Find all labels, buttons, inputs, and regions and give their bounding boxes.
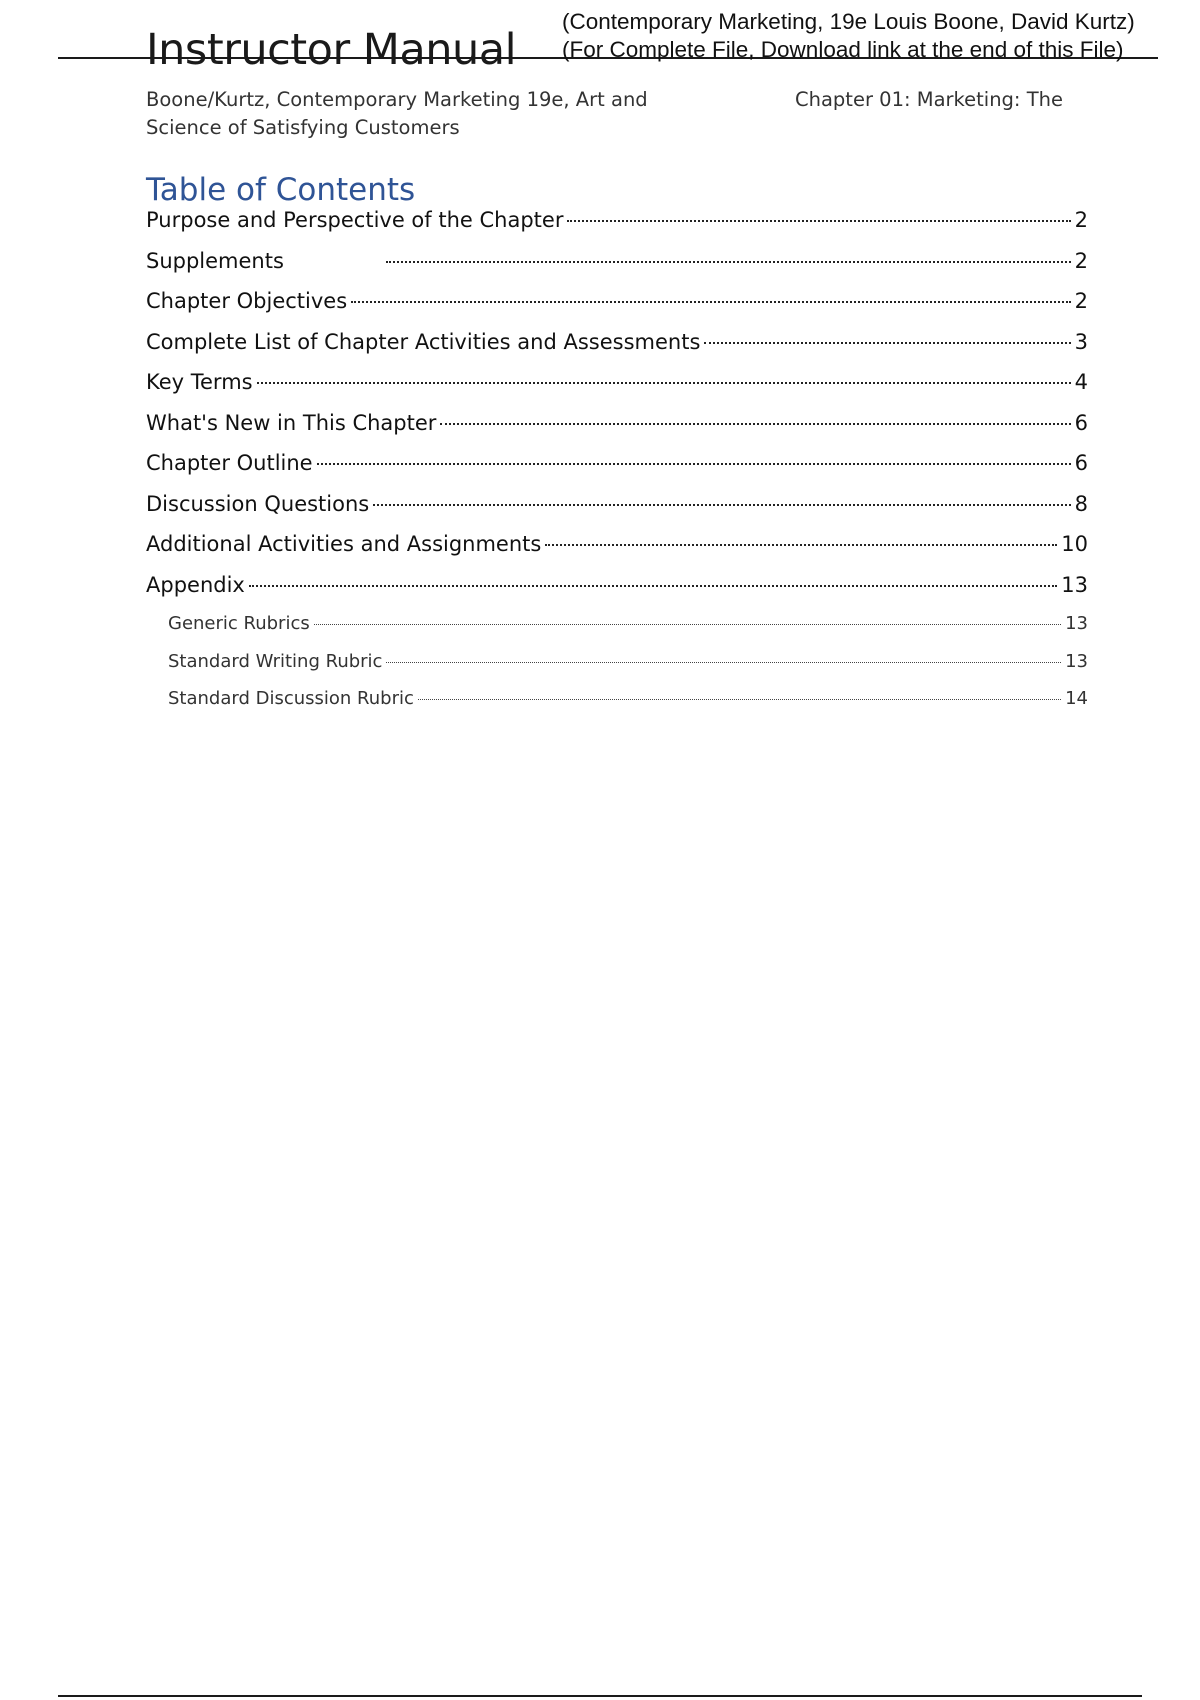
toc-entry-page: 13 bbox=[1061, 572, 1088, 597]
toc-dot-leader bbox=[373, 504, 1070, 506]
toc-entry-page: 13 bbox=[1065, 650, 1088, 672]
toc-heading: Table of Contents bbox=[146, 172, 416, 208]
source-note bbox=[562, 8, 1135, 64]
toc-entry-page: 6 bbox=[1074, 451, 1088, 475]
source-note-line-2: (For Complete File, Download link at the end of this File) bbox=[562, 37, 1124, 62]
toc-entry-objectives[interactable] bbox=[146, 289, 1088, 330]
toc-entry-outline[interactable] bbox=[146, 451, 1088, 492]
toc-entry-label: Standard Discussion Rubric bbox=[168, 688, 414, 709]
running-header-right: Chapter 01: Marketing: The bbox=[795, 88, 1063, 111]
toc-entry-page: 6 bbox=[1074, 410, 1088, 435]
toc-entry-key-terms[interactable] bbox=[146, 370, 1088, 411]
toc-entry-page: 3 bbox=[1074, 329, 1088, 354]
toc-entry-activities[interactable] bbox=[146, 330, 1088, 371]
toc-entry-page: 2 bbox=[1074, 248, 1088, 273]
toc-dot-leader bbox=[351, 301, 1070, 303]
source-note-line-1: (Contemporary Marketing, 19e Louis Boone, David Kurtz) bbox=[562, 9, 1135, 34]
toc-list bbox=[146, 208, 1088, 726]
toc-entry-label: Additional Activities and Assignments bbox=[146, 532, 542, 556]
toc-entry-label: Appendix bbox=[146, 572, 245, 597]
toc-entry-page: 2 bbox=[1074, 289, 1088, 313]
toc-entry-label: Purpose and Perspective of the Chapter bbox=[146, 208, 564, 232]
toc-entry-label: What's New in This Chapter bbox=[146, 410, 437, 435]
toc-entry-label: Chapter Outline bbox=[146, 451, 313, 475]
running-header-left: Boone/Kurtz, Contemporary Marketing 19e, Art and Science of Satisfying Customers bbox=[146, 88, 648, 139]
toc-entry-generic-rubrics[interactable] bbox=[168, 613, 1088, 651]
footer-rule bbox=[58, 1695, 1142, 1697]
toc-dot-leader bbox=[440, 423, 1070, 425]
toc-dot-leader bbox=[545, 544, 1057, 546]
toc-entry-writing-rubric[interactable] bbox=[168, 651, 1088, 689]
toc-entry-label: Key Terms bbox=[146, 370, 253, 394]
toc-entry-supplements[interactable] bbox=[146, 249, 1088, 290]
toc-dot-leader bbox=[314, 624, 1061, 625]
toc-dot-leader bbox=[257, 382, 1071, 384]
toc-entry-label: Chapter Objectives bbox=[146, 289, 348, 313]
toc-entry-label: Supplements bbox=[146, 248, 284, 273]
toc-entry-discussion-rubric[interactable] bbox=[168, 688, 1088, 726]
toc-entry-purpose[interactable] bbox=[146, 208, 1088, 249]
toc-dot-leader bbox=[386, 261, 1071, 263]
toc-entry-page: 4 bbox=[1074, 370, 1088, 394]
toc-entry-page: 13 bbox=[1065, 613, 1088, 634]
toc-entry-label: Generic Rubrics bbox=[168, 613, 310, 634]
toc-entry-page: 14 bbox=[1065, 688, 1088, 709]
toc-entry-whats-new[interactable] bbox=[146, 411, 1088, 452]
toc-dot-leader bbox=[386, 662, 1061, 663]
toc-entry-label: Discussion Questions bbox=[146, 491, 370, 516]
toc-dot-leader bbox=[418, 699, 1061, 700]
toc-entry-page: 10 bbox=[1061, 532, 1088, 556]
toc-entry-label: Complete List of Chapter Activities and Assessments bbox=[146, 329, 701, 354]
toc-entry-page: 8 bbox=[1074, 491, 1088, 516]
toc-dot-leader bbox=[704, 342, 1070, 344]
document-title: Instructor Manual bbox=[146, 25, 517, 75]
toc-entry-page: 2 bbox=[1074, 208, 1088, 232]
toc-dot-leader bbox=[567, 220, 1070, 222]
toc-entry-additional[interactable] bbox=[146, 532, 1088, 573]
toc-entry-appendix[interactable] bbox=[146, 573, 1088, 614]
toc-entry-discussion[interactable] bbox=[146, 492, 1088, 533]
toc-entry-label: Standard Writing Rubric bbox=[168, 650, 383, 672]
toc-dot-leader bbox=[317, 463, 1071, 465]
toc-dot-leader bbox=[249, 585, 1057, 587]
